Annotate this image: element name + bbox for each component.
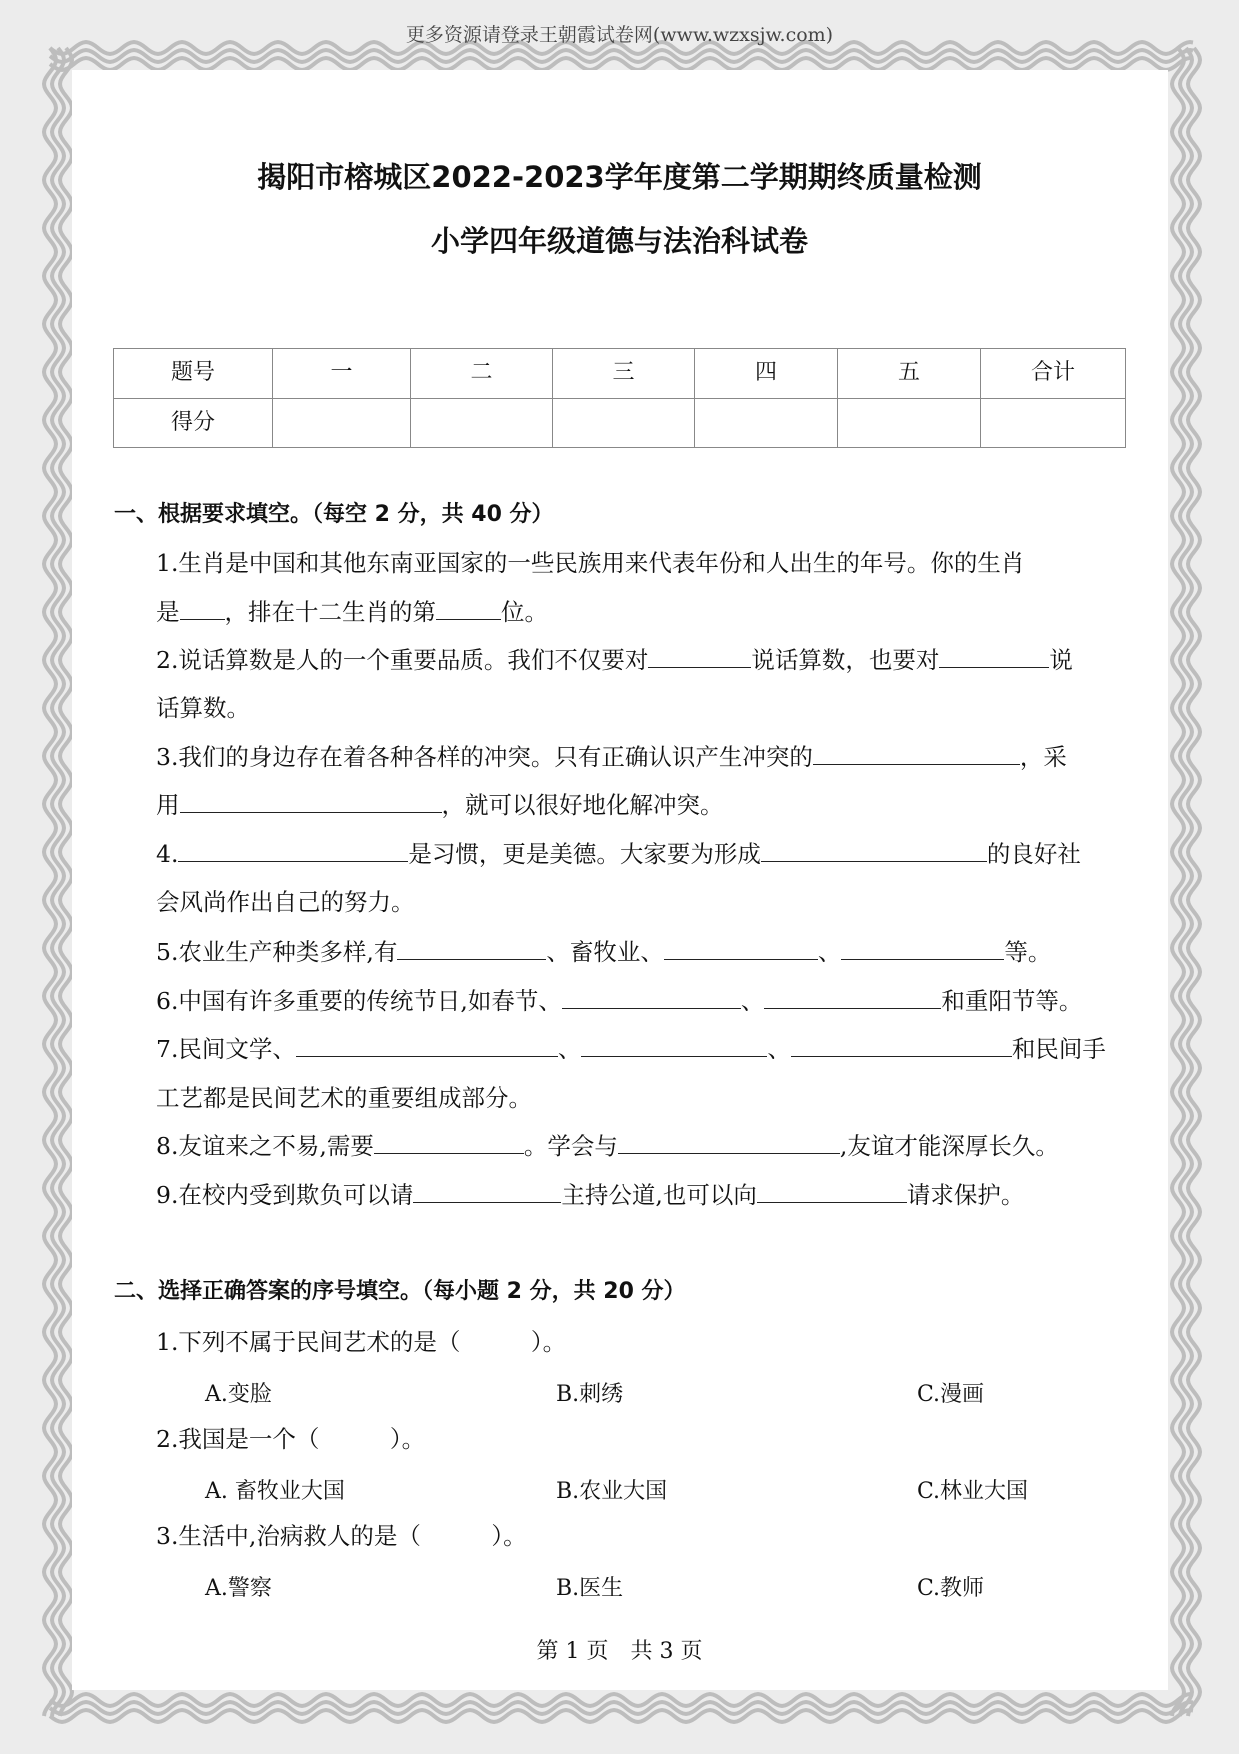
question-text: 、 bbox=[557, 1035, 582, 1063]
question-text: 、 bbox=[767, 1035, 791, 1063]
score-cell[interactable] bbox=[838, 398, 981, 448]
question-text: 。学会与 bbox=[523, 1132, 618, 1160]
question-line bbox=[156, 597, 548, 627]
question-text: 说 bbox=[1049, 646, 1073, 674]
question-text: 请求保护。 bbox=[906, 1181, 1025, 1209]
question-line bbox=[156, 1083, 532, 1113]
answer-blank[interactable] bbox=[581, 1034, 767, 1057]
table-header-cell: 二 bbox=[411, 349, 553, 399]
question-text: 用 bbox=[156, 791, 180, 819]
question-line bbox=[156, 1180, 1024, 1210]
question-text: 是 bbox=[156, 598, 180, 626]
question-text: ，就可以很好地化解冲突。 bbox=[441, 791, 724, 819]
section1-heading: 一、根据要求填空。（每空 2 分，共 40 分） bbox=[114, 502, 554, 527]
answer-blank[interactable] bbox=[397, 937, 546, 960]
choice-option: C.漫画 bbox=[917, 1382, 985, 1407]
question-line bbox=[156, 887, 415, 917]
question-line bbox=[156, 742, 1067, 772]
border-wave bbox=[50, 58, 1193, 70]
score-cell[interactable] bbox=[695, 398, 838, 448]
question-text: 3.我们的身边存在着各种各样的冲突。只有正确认识产生冲突的 bbox=[156, 743, 813, 771]
table-header-cell: 四 bbox=[695, 349, 838, 399]
answer-blank[interactable] bbox=[939, 645, 1049, 668]
answer-blank[interactable] bbox=[791, 1034, 1012, 1057]
answer-blank[interactable] bbox=[664, 937, 818, 960]
answer-blank[interactable] bbox=[374, 1131, 524, 1154]
answer-blank[interactable] bbox=[648, 645, 751, 668]
score-table-header-row bbox=[114, 349, 1126, 399]
score-cell[interactable] bbox=[553, 398, 695, 448]
table-header-cell: 三 bbox=[553, 349, 695, 399]
border-wave bbox=[50, 1710, 1193, 1722]
question-text: 和民间手 bbox=[1011, 1035, 1106, 1063]
score-cell[interactable] bbox=[411, 398, 553, 448]
answer-blank[interactable] bbox=[178, 839, 408, 862]
question-line bbox=[156, 645, 1073, 675]
answer-blank[interactable] bbox=[296, 1034, 558, 1057]
question-line bbox=[156, 548, 1024, 578]
question-text: 等。 bbox=[1004, 938, 1052, 966]
question-line bbox=[156, 693, 250, 723]
question-text: 、 bbox=[740, 987, 765, 1015]
choice-option: B.农业大国 bbox=[556, 1479, 668, 1504]
table-header-cell: 合计 bbox=[981, 349, 1126, 399]
question-text: 1.生肖是中国和其他东南亚国家的一些民族用来代表年份和人出生的年号。你的生肖 bbox=[156, 549, 1025, 577]
score-table-score-row bbox=[114, 398, 1126, 448]
question-text: 说话算数，也要对 bbox=[751, 646, 940, 674]
table-header-cell: 一 bbox=[273, 349, 411, 399]
question-text: 和重阳节等。 bbox=[941, 987, 1083, 1015]
question-text: 8.友谊来之不易,需要 bbox=[156, 1132, 374, 1160]
choice-option: B.刺绣 bbox=[556, 1382, 624, 1407]
answer-blank[interactable] bbox=[813, 742, 1020, 765]
section2-heading: 二、选择正确答案的序号填空。（每小题 2 分，共 20 分） bbox=[114, 1279, 686, 1304]
answer-blank[interactable] bbox=[757, 1180, 907, 1203]
question-text: 5.农业生产种类多样,有 bbox=[156, 938, 398, 966]
answer-blank[interactable] bbox=[761, 839, 987, 862]
choice-question-stem: 1.下列不属于民间艺术的是（ ）。 bbox=[156, 1328, 567, 1356]
answer-blank[interactable] bbox=[180, 597, 225, 620]
answer-blank[interactable] bbox=[764, 986, 941, 1009]
table-header-cell: 五 bbox=[838, 349, 981, 399]
question-text: ，排在十二生肖的第 bbox=[224, 598, 436, 626]
question-text: 主持公道,也可以向 bbox=[561, 1181, 757, 1209]
choice-question-stem: 2.我国是一个（ ）。 bbox=[156, 1425, 426, 1453]
score-cell[interactable] bbox=[981, 398, 1126, 448]
answer-blank[interactable] bbox=[180, 790, 442, 813]
question-text: 9.在校内受到欺负可以请 bbox=[156, 1181, 414, 1209]
question-text: ，采 bbox=[1019, 743, 1067, 771]
question-line bbox=[156, 937, 1051, 967]
question-text: 7.民间文学、 bbox=[156, 1035, 296, 1063]
question-text: 的良好社 bbox=[986, 840, 1081, 868]
table-header-cell: 题号 bbox=[114, 349, 273, 399]
answer-blank[interactable] bbox=[618, 1131, 840, 1154]
question-line bbox=[156, 790, 724, 820]
score-cell[interactable] bbox=[273, 398, 411, 448]
answer-blank[interactable] bbox=[436, 597, 501, 620]
table-row-label: 得分 bbox=[114, 398, 273, 448]
question-line bbox=[156, 986, 1082, 1016]
choice-option: C.林业大国 bbox=[917, 1479, 1029, 1504]
question-text: 会风尚作出自己的努力。 bbox=[156, 888, 415, 916]
question-text: ,友谊才能深厚长久。 bbox=[839, 1132, 1059, 1160]
question-line bbox=[156, 1131, 1059, 1161]
choice-option: B.医生 bbox=[556, 1576, 624, 1601]
question-line bbox=[156, 1034, 1106, 1064]
choice-option: A.警察 bbox=[205, 1576, 272, 1601]
choice-option: C.教师 bbox=[917, 1576, 985, 1601]
exam-title: 揭阳市榕城区2022-2023学年度第二学期期终质量检测 bbox=[257, 160, 982, 194]
question-text: 2.说话算数是人的一个重要品质。我们不仅要对 bbox=[156, 646, 649, 674]
question-line bbox=[156, 839, 1081, 869]
question-text: 话算数。 bbox=[156, 694, 250, 722]
question-text: 6.中国有许多重要的传统节日,如春节、 bbox=[156, 987, 562, 1015]
question-text: 位。 bbox=[501, 598, 548, 626]
choice-option: A. 畜牧业大国 bbox=[205, 1479, 345, 1504]
question-text: 是习惯，更是美德。大家要为形成 bbox=[408, 840, 761, 868]
score-table bbox=[113, 348, 1126, 448]
page-number: 第 1 页 共 3 页 bbox=[536, 1639, 703, 1664]
choice-question-stem: 3.生活中,治病救人的是（ ）。 bbox=[156, 1522, 527, 1550]
question-text: 、畜牧业、 bbox=[546, 938, 664, 966]
question-text: 、 bbox=[817, 938, 842, 966]
question-text: 工艺都是民间艺术的重要组成部分。 bbox=[156, 1084, 532, 1112]
question-text: 4. bbox=[156, 840, 179, 868]
exam-subtitle: 小学四年级道德与法治科试卷 bbox=[430, 224, 808, 258]
answer-blank[interactable] bbox=[841, 937, 1004, 960]
choice-option: A.变脸 bbox=[205, 1382, 272, 1407]
watermark-text: 更多资源请登录王朝霞试卷网(www.wzxsjw.com) bbox=[405, 24, 834, 46]
answer-blank[interactable] bbox=[562, 986, 741, 1009]
answer-blank[interactable] bbox=[413, 1180, 561, 1203]
